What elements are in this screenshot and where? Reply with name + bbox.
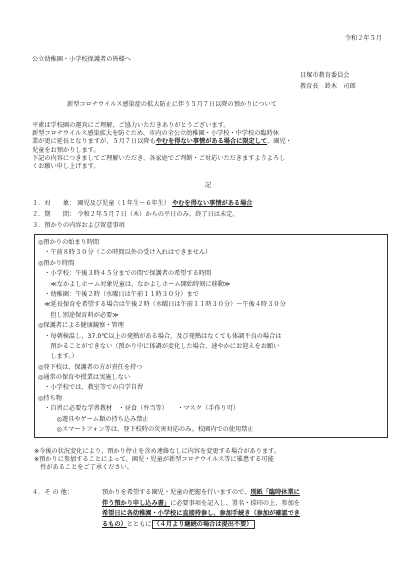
details-line: ◎預かりの始まり時間 (38, 239, 100, 246)
note-1: ※今後の状況変化により、預かり停止を含め連絡なしに内容を変更する場合があります。 (34, 448, 280, 455)
sender-org: 目塚市教育委員会 (300, 72, 350, 79)
item-3: ３．預かりの内容および留意事項 (32, 222, 125, 229)
details-line: ・午前８時３０分（この時間以外の受け入れはできません） (38, 249, 212, 257)
continuation-tag: （４月より継続の場合は提出不要） (153, 520, 253, 528)
item-4-line-2: 伴う預かり申し込み書」に必要事項を記入し、署名・捺印の上、参加を (102, 499, 300, 507)
details-line: ◎登下校は、保護者の方が責任を持つ (38, 363, 143, 371)
item-1-emphasis: やむを得ない事情がある場合 (172, 200, 253, 207)
details-line: ・自習に必要な学習教材 ・昼食（弁当等） ・マスク（手作り可） (38, 405, 240, 413)
details-line: ◎スマートフォン等は、登下校時の災害対応のみ。校園内での使用禁止 (38, 426, 254, 434)
details-line: ◎通常の保育や授業は実施しない (38, 374, 131, 382)
details-line: ◎遊具やゲーム類の持ち込み禁止 (38, 415, 149, 423)
details-line: ・小学校：午後３時４５分までの間で保護者の希望する時間 (38, 270, 212, 278)
document-title: 新型コロナウイルス感染症の拡大防止に伴う５月７日以降の預かりについて (67, 101, 277, 108)
details-line: 但し別途保育料が必要≫ (38, 311, 119, 319)
details-box-lines (38, 240, 286, 437)
details-line: ・小学校では、教室等での自学自習 (38, 384, 144, 392)
intro-line-2: 新型コロナウイルス感染拡大を防ぐため、市内の全公立幼稚園・小学校・中学校の臨時休 (32, 130, 279, 138)
details-line: ≪延長保育を希望する場合は午後２時（水曜日は午前１１時３０分）～午後４時３０分 (38, 301, 286, 309)
details-line: ≪なかよしホーム対象児童は、なかよしホーム開始時刻に移動≫ (38, 280, 231, 288)
intro-line-4: 児童をお預かりします。 (32, 146, 100, 154)
intro-emphasis: やむを得ない事情がある場合に限定して (155, 138, 268, 146)
note-2: ※預かりに参加することによって、園児・児童が新型コロナウイルス等に罹患する可能 (34, 456, 274, 464)
details-line: ◎保護者による健康観察・管理 (38, 322, 124, 330)
item-2: ２．期 間： 令和２年５月７日（木）からの平日のみ。終了日は未定。 (32, 211, 239, 218)
details-line: ・毎朝検温し、37.0℃以上の発熱がある場合、及び発熱はなくても体調不良の場合は (38, 332, 282, 340)
item-4-label: ４．そ の 他： (32, 489, 74, 496)
document-date: 令和２年５月 (344, 35, 382, 42)
intro-line-3: 業が更に延長となりますが、５月７日以降もやむを得ない事情がある場合に限定して、園児・ (32, 138, 292, 146)
details-line: ・幼稚園：午後２時（水曜日は午前１１時３０分）まで (38, 290, 199, 298)
sender-person: 教育長 鈴木 司郎 (300, 83, 356, 90)
addressee: 公立幼稚園・小学校保護者の皆様へ (32, 56, 131, 63)
details-line: 預かることができない（預かり中に体調が変化した場合、速やかにお迎えをお願い (38, 342, 280, 350)
intro-line-1: 平素は学校園の運営にご理解、ご協力いただきありがとうございます。 (32, 122, 230, 129)
ki-heading: 記 (205, 182, 212, 189)
details-line: ◎預かり時間 (38, 259, 75, 267)
item-4-line-4: るもの）とともに （４月より継続の場合は提出不要） (102, 520, 253, 528)
details-line: します。） (38, 353, 78, 361)
item-4-line-1: 預かりを希望する園児・児童の把握を行いますので、別紙「臨時休業に (102, 489, 300, 496)
intro-line-5: 下記の内容につきましてご理解いただき、各家庭でご判断・ご対応いただきますようよろし (32, 154, 286, 162)
intro-line-6: くお願い申し上げます。 (32, 162, 100, 170)
details-line: ◎持ち物 (38, 394, 62, 402)
note-2-cont: 性があることをご了承ください。 (34, 464, 133, 472)
item-4-line-3: 希望日に各幼稚園・小学校に直接持参し、参加手続き（参加が確認でき (102, 510, 300, 517)
intro (32, 123, 292, 172)
item-1: １．対 象： 園児及び児童（１年生～６年生） やむを得ない事情がある場合 (32, 200, 253, 207)
notes (34, 449, 280, 474)
item-4-text (102, 490, 300, 532)
